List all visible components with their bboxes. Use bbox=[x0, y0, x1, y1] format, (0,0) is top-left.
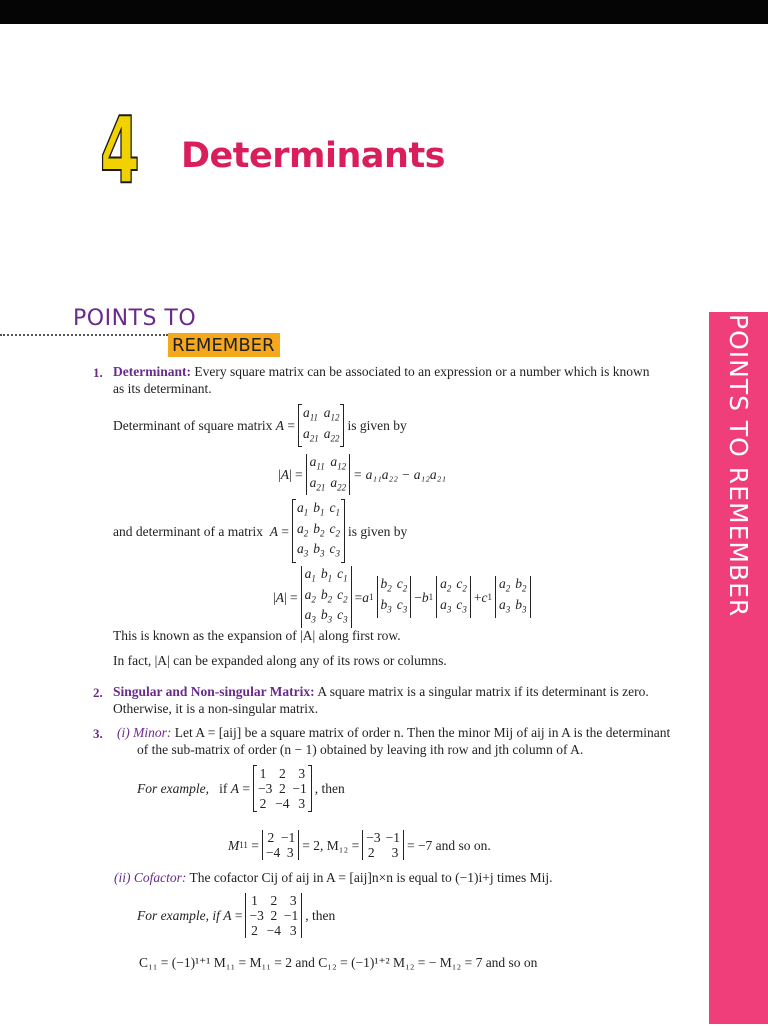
item1-line1 bbox=[113, 364, 649, 380]
minor-result: = 2, M₁₂ = bbox=[302, 837, 360, 853]
cofactor-text: The cofactor Cij of aij in A = [aij]n×n is equal to (−1)i+j times Mij. bbox=[189, 870, 553, 885]
cofactor-example-matrix: 1 2 3 −3 2 −1 2 −4 3 bbox=[245, 893, 302, 938]
then-label: , then bbox=[314, 781, 345, 796]
det-m12: −3 −1 2 3 bbox=[362, 830, 404, 860]
def-3x3: and determinant of a matrix A = $a_1$ $b_1$ $c_1$ $a_2$ $b_2$ $c_2$ $a_3$ $b_3$ $c_3$ is given by bbox=[113, 500, 407, 562]
example-label: For example, bbox=[137, 781, 209, 796]
item1-text-a: Every square matrix can be associated to an expression or a number which is known bbox=[194, 364, 650, 379]
cofactor-example: For example, if A = 1 2 3 −3 2 −1 2 −4 3 , then bbox=[137, 893, 336, 938]
det-minor-b1: $a_2$ $c_2$ $a_3$ $c_3$ bbox=[436, 576, 471, 617]
def3x3-pre: and determinant of a matrix bbox=[113, 523, 263, 539]
top-bar bbox=[0, 0, 768, 24]
item2-line2: Otherwise, it is a non-singular matrix. bbox=[113, 701, 319, 716]
def2x2-post: is given by bbox=[347, 418, 407, 434]
def3x3-post: is given by bbox=[347, 523, 408, 539]
chapter-number: 4 bbox=[100, 97, 140, 204]
term-minor: (i) Minor: bbox=[117, 725, 172, 740]
term-singular: Singular and Non-singular Matrix: bbox=[113, 684, 315, 699]
item3-line1 bbox=[117, 725, 670, 741]
formula2x2-rhs: = a₁₁a₂₂ − a₁₂a₂₁ bbox=[353, 467, 447, 483]
minor-example: For example, if A = 1 2 3 −3 2 −1 2 −4 3 , then bbox=[137, 766, 345, 811]
term-cofactor: (ii) Cofactor: bbox=[114, 870, 187, 885]
matrix-2x2: $a_{11}$ $a_{12}$ $a_{21}$ $a_{22}$ bbox=[298, 405, 345, 446]
def-2x2: Determinant of square matrix A = $a_{11}$ $a_{12}$ $a_{21}$ $a_{22}$ is given by bbox=[113, 405, 407, 446]
det-2x2: $a_{11}$ $a_{12}$ $a_{21}$ $a_{22}$ bbox=[306, 454, 351, 495]
item-number: 3. bbox=[93, 726, 103, 741]
infact-note: In fact, |A| can be expanded along any of its rows or columns. bbox=[113, 653, 447, 668]
item3-line2: of the sub-matrix of order (n − 1) obtained by leaving ith row and jth column of A. bbox=[137, 742, 584, 757]
matrix-3x3: $a_1$ $b_1$ $c_1$ $a_2$ $b_2$ $c_2$ $a_3$ $b_3$ $c_3$ bbox=[292, 500, 345, 562]
item2-text-a: A square matrix is a singular matrix if its determinant is zero. bbox=[317, 684, 649, 699]
det-minor-c1: $a_2$ $b_2$ $a_3$ $b_3$ bbox=[495, 576, 531, 617]
cofactor-line bbox=[114, 870, 553, 886]
det-m11: 2 −1 −4 3 bbox=[262, 830, 299, 860]
def2x2-pre: Determinant of square matrix bbox=[113, 418, 273, 434]
minor-text-a: Let A = [aij] be a square matrix of order n. Then the minor Mij of aij in A is the determinant bbox=[174, 725, 671, 740]
section-label-line1: POINTS TO bbox=[73, 306, 197, 331]
minor-results: M 11 = 2 −1 −4 3 = 2, M₁₂ = −3 −1 2 3 = −7 and so on. bbox=[228, 830, 491, 860]
item2-line1 bbox=[113, 684, 649, 700]
det-minor-a1: $b_2$ $c_2$ $b_3$ $c_3$ bbox=[377, 576, 412, 617]
item1-line2: as its determinant. bbox=[113, 381, 212, 396]
example-matrix: 1 2 3 −3 2 −1 2 −4 3 bbox=[253, 766, 312, 811]
expansion-note: This is known as the expansion of |A| along first row. bbox=[113, 628, 401, 643]
minor-result-end: = −7 and so on. bbox=[406, 837, 491, 853]
formula-2x2: | A | = $a_{11}$ $a_{12}$ $a_{21}$ $a_{22}$ = a₁₁a₂₂ − a₁₂a₂₁ bbox=[278, 454, 446, 495]
then-label: , then bbox=[305, 908, 336, 923]
cofactor-example-label: For example, if bbox=[137, 908, 220, 923]
item-number: 2. bbox=[93, 685, 103, 700]
formula-3x3: | A | = $a_1$ $b_1$ $c_1$ $a_2$ $b_2$ $c_2$ $a_3$ $b_3$ $c_3$ = a 1 $b_2$ $c_2$ $b_3$ $c_3$ − b 1 $a_2$ $c_2$ $a_3$ $c_3$ + c 1 $a_2$ $b_2$ $a_3$ $b_3$ bbox=[273, 566, 534, 628]
cofactor-result: C₁₁ = (−1)¹⁺¹ M₁₁ = M₁₁ = 2 and C₁₂ = (−1)¹⁺² M₁₂ = − M₁₂ = 7 and so on bbox=[139, 955, 538, 970]
dotted-divider bbox=[0, 334, 168, 336]
side-tab-label: POINTS TO REMEMBER bbox=[724, 314, 753, 618]
term-determinant: Determinant: bbox=[113, 364, 191, 379]
section-label-line2: REMEMBER bbox=[168, 333, 280, 357]
if-label: if bbox=[219, 781, 228, 796]
item-number: 1. bbox=[93, 365, 103, 380]
det-3x3: $a_1$ $b_1$ $c_1$ $a_2$ $b_2$ $c_2$ $a_3$ $b_3$ $c_3$ bbox=[301, 566, 352, 628]
side-tab bbox=[709, 312, 768, 1024]
chapter-title: Determinants bbox=[181, 136, 446, 176]
